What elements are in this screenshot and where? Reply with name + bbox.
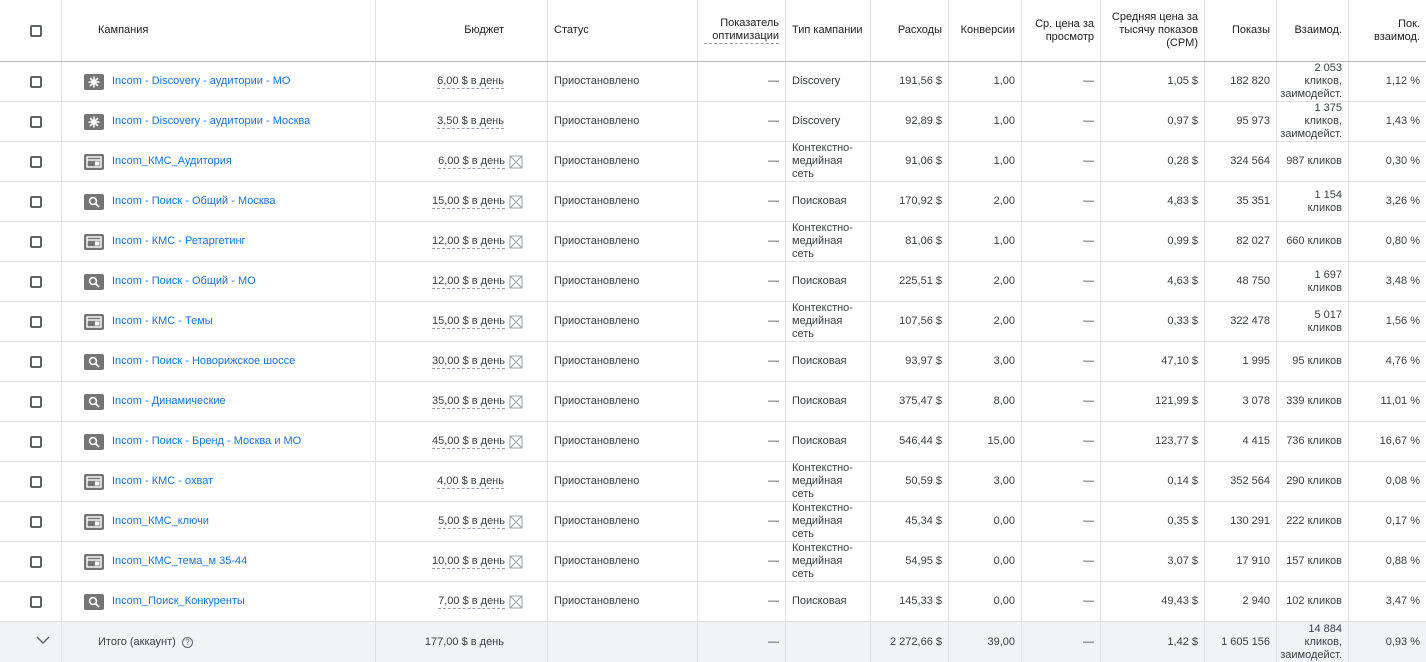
interaction-rate-value: 0,88 % [1385, 555, 1420, 567]
row-select [0, 502, 62, 541]
avg-cpm-value: 0,33 $ [1101, 302, 1205, 341]
row-select [0, 62, 62, 101]
row-checkbox[interactable] [30, 516, 42, 528]
budget-value[interactable]: 15,00 $ в день [432, 314, 505, 327]
cost-value: 54,95 $ [871, 542, 949, 581]
conversions-value: 2,00 [949, 302, 1022, 341]
conversions-value: 2,00 [949, 262, 1022, 301]
campaign-cell [62, 382, 376, 421]
avg-cpv-value: — [1022, 142, 1101, 181]
table-row [0, 142, 1426, 182]
no-image-icon [509, 275, 523, 289]
row-select [0, 582, 62, 621]
status-text: Приостановлено [548, 62, 698, 101]
row-select [0, 382, 62, 421]
budget-value[interactable]: 45,00 $ в день [432, 434, 505, 447]
header-impressions[interactable]: Показы [1205, 0, 1277, 61]
budget-cell [376, 342, 548, 381]
avg-cpv-value: — [1022, 542, 1101, 581]
interaction-rate-value: 1,43 % [1385, 115, 1420, 127]
conversions-value: 3,00 [949, 462, 1022, 501]
conversions-value: 1,00 [949, 222, 1022, 261]
interactions-value: 1 697 кликов [1277, 262, 1349, 301]
status-text: Приостановлено [548, 422, 698, 461]
interactions-value: 1 375 кликов, заимодейст. [1277, 102, 1349, 141]
table-row [0, 182, 1426, 222]
interactions-value: 1 154 кликов [1277, 182, 1349, 221]
campaign-type-value: Контекстно-медийная сеть [786, 462, 871, 501]
conversions-value: 2,00 [949, 182, 1022, 221]
display-campaign-icon [84, 474, 104, 490]
campaign-cell [62, 102, 376, 141]
interactions-value: 736 кликов [1277, 422, 1349, 461]
discovery-campaign-icon [84, 74, 104, 90]
avg-cpv-value: — [1022, 382, 1101, 421]
budget-cell [376, 62, 548, 101]
budget-cell [376, 102, 548, 141]
cost-value: 50,59 $ [871, 462, 949, 501]
campaign-link[interactable]: Incom - Поиск - Общий - МО [112, 275, 256, 287]
campaign-cell [62, 222, 376, 261]
display-campaign-icon [84, 314, 104, 330]
campaign-type-value: Поисковая [786, 262, 871, 301]
avg-cpv-value: — [1022, 222, 1101, 261]
campaign-type-value: Поисковая [786, 582, 871, 621]
table-row [0, 342, 1426, 382]
total-cost: 2 272,66 $ [871, 622, 949, 662]
total-status [548, 622, 698, 662]
total-label: Итого (аккаунт) [98, 635, 176, 648]
interactions-value: 95 кликов [1277, 342, 1349, 381]
table-row [0, 382, 1426, 422]
header-cost[interactable]: Расходы [871, 0, 949, 61]
avg-cpv-value: — [1022, 262, 1101, 301]
avg-cpm-value: 123,77 $ [1101, 422, 1205, 461]
avg-cpm-value: 1,05 $ [1101, 62, 1205, 101]
table-row [0, 62, 1426, 102]
avg-cpm-value: 0,99 $ [1101, 222, 1205, 261]
interactions-value: 157 кликов [1277, 542, 1349, 581]
campaign-link[interactable]: Incom - Discovery - аудитории - МО [112, 75, 291, 87]
search-campaign-icon [84, 394, 104, 410]
status-text: Приостановлено [548, 462, 698, 501]
campaign-type-value: Контекстно-медийная сеть [786, 222, 871, 261]
impressions-value: 352 564 [1205, 462, 1277, 501]
impressions-value: 48 750 [1205, 262, 1277, 301]
campaign-link[interactable]: Incom_Поиск_Конкуренты [112, 595, 245, 607]
campaign-link[interactable]: Incom_КМС_тема_м 35-44 [112, 555, 248, 567]
status-text: Приостановлено [548, 542, 698, 581]
interactions-value: 2 053 кликов, заимодейст. [1277, 62, 1349, 101]
campaign-link[interactable]: Incom - Поиск - Общий - Москва [112, 195, 276, 207]
row-select [0, 182, 62, 221]
header-opt-score[interactable]: Показатель оптимизации [698, 0, 786, 61]
help-icon[interactable]: ? [182, 637, 193, 648]
table-row [0, 462, 1426, 502]
total-avg-cpv: — [1022, 622, 1101, 662]
cost-value: 45,34 $ [871, 502, 949, 541]
search-campaign-icon [84, 434, 104, 450]
row-select [0, 542, 62, 581]
opt-score-value: — [698, 422, 786, 461]
campaign-link[interactable]: Incom_КМС_Аудитория [112, 155, 232, 167]
row-checkbox[interactable] [30, 556, 42, 568]
avg-cpv-value: — [1022, 342, 1101, 381]
impressions-value: 130 291 [1205, 502, 1277, 541]
interaction-rate-value: 4,76 % [1385, 355, 1420, 367]
campaign-link[interactable]: Incom - КМС - Ретаргетинг [112, 235, 246, 247]
campaign-link[interactable]: Incom - Поиск - Новорижское шоссе [112, 355, 296, 367]
table-header [0, 0, 1426, 62]
impressions-value: 322 478 [1205, 302, 1277, 341]
campaign-cell [62, 502, 376, 541]
interaction-rate-value: 16,67 % [1379, 435, 1420, 447]
campaign-link[interactable]: Incom - Динамические [112, 395, 226, 407]
impressions-value: 95 973 [1205, 102, 1277, 141]
avg-cpm-value: 0,97 $ [1101, 102, 1205, 141]
status-text: Приостановлено [548, 222, 698, 261]
conversions-value: 1,00 [949, 142, 1022, 181]
budget-value[interactable]: 3,50 $ в день [437, 114, 504, 127]
no-image-icon [509, 515, 523, 529]
header-interaction-rate[interactable]: Пок. взаимод. [1374, 17, 1420, 43]
campaign-link[interactable]: Incom - КМС - Темы [112, 315, 213, 327]
cost-value: 170,92 $ [871, 182, 949, 221]
interaction-rate-value: 1,56 % [1385, 315, 1420, 327]
opt-score-value: — [698, 262, 786, 301]
total-conversions: 39,00 [949, 622, 1022, 662]
row-checkbox[interactable] [30, 196, 42, 208]
total-expand [0, 622, 62, 662]
status-text: Приостановлено [548, 382, 698, 421]
avg-cpm-value: 49,43 $ [1101, 582, 1205, 621]
campaign-cell [62, 342, 376, 381]
header-select [0, 0, 62, 61]
interactions-value: 102 кликов [1277, 582, 1349, 621]
no-image-icon [509, 355, 523, 369]
row-checkbox[interactable] [30, 276, 42, 288]
cost-value: 145,33 $ [871, 582, 949, 621]
cost-value: 91,06 $ [871, 142, 949, 181]
avg-cpv-value: — [1022, 502, 1101, 541]
cost-value: 546,44 $ [871, 422, 949, 461]
conversions-value: 0,00 [949, 502, 1022, 541]
conversions-value: 1,00 [949, 62, 1022, 101]
impressions-value: 182 820 [1205, 62, 1277, 101]
no-image-icon [509, 435, 523, 449]
interaction-rate-value: 3,26 % [1385, 195, 1420, 207]
campaign-cell [62, 462, 376, 501]
budget-value[interactable]: 12,00 $ в день [432, 274, 505, 287]
row-select [0, 342, 62, 381]
opt-score-value: — [698, 542, 786, 581]
interaction-rate-value: 3,47 % [1385, 595, 1420, 607]
row-checkbox[interactable] [30, 76, 42, 88]
status-text: Приостановлено [548, 502, 698, 541]
opt-score-value: — [698, 302, 786, 341]
status-text: Приостановлено [548, 142, 698, 181]
table-row [0, 102, 1426, 142]
display-campaign-icon [84, 154, 104, 170]
no-image-icon [509, 155, 523, 169]
campaign-type-value: Контекстно-медийная сеть [786, 142, 871, 181]
no-image-icon [509, 555, 523, 569]
status-text: Приостановлено [548, 102, 698, 141]
header-campaign-type[interactable]: Тип кампании [786, 0, 871, 61]
opt-score-value: — [698, 222, 786, 261]
interaction-rate-value: 3,48 % [1385, 275, 1420, 287]
table-row [0, 222, 1426, 262]
no-image-icon [509, 235, 523, 249]
opt-score-value: — [698, 182, 786, 221]
cost-value: 107,56 $ [871, 302, 949, 341]
row-checkbox[interactable] [30, 116, 42, 128]
row-checkbox[interactable] [30, 396, 42, 408]
interaction-rate-value: 11,01 % [1380, 395, 1420, 407]
budget-cell [376, 542, 548, 581]
interaction-rate-value: 1,12 % [1385, 75, 1420, 87]
impressions-value: 3 078 [1205, 382, 1277, 421]
no-image-icon [509, 595, 523, 609]
budget-cell [376, 142, 548, 181]
budget-cell [376, 502, 548, 541]
impressions-value: 35 351 [1205, 182, 1277, 221]
opt-score-value: — [698, 102, 786, 141]
conversions-value: 8,00 [949, 382, 1022, 421]
campaign-cell [62, 582, 376, 621]
budget-cell [376, 382, 548, 421]
budget-value[interactable]: 35,00 $ в день [432, 394, 505, 407]
campaign-type-value: Поисковая [786, 422, 871, 461]
budget-value[interactable]: 10,00 $ в день [432, 554, 505, 567]
header-campaign[interactable]: Кампания [62, 0, 376, 61]
interactions-value: 5 017 кликов [1277, 302, 1349, 341]
status-text: Приостановлено [548, 182, 698, 221]
row-select [0, 102, 62, 141]
status-text: Приостановлено [548, 262, 698, 301]
row-select [0, 302, 62, 341]
avg-cpm-value: 121,99 $ [1101, 382, 1205, 421]
avg-cpv-value: — [1022, 302, 1101, 341]
interaction-rate-value: 0,80 % [1385, 235, 1420, 247]
cost-value: 375,47 $ [871, 382, 949, 421]
row-select [0, 262, 62, 301]
campaign-type-value: Поисковая [786, 342, 871, 381]
header-budget[interactable]: Бюджет [376, 0, 548, 61]
conversions-value: 15,00 [949, 422, 1022, 461]
campaign-cell [62, 262, 376, 301]
conversions-value: 3,00 [949, 342, 1022, 381]
opt-score-value: — [698, 502, 786, 541]
cost-value: 92,89 $ [871, 102, 949, 141]
avg-cpm-value: 4,83 $ [1101, 182, 1205, 221]
display-campaign-icon [84, 234, 104, 250]
campaign-type-value: Discovery [786, 102, 871, 141]
cost-value: 81,06 $ [871, 222, 949, 261]
campaign-type-value: Контекстно-медийная сеть [786, 502, 871, 541]
status-text: Приостановлено [548, 342, 698, 381]
budget-cell [376, 262, 548, 301]
interactions-value: 987 кликов [1277, 142, 1349, 181]
budget-cell [376, 302, 548, 341]
conversions-value: 0,00 [949, 582, 1022, 621]
opt-score-value: — [698, 582, 786, 621]
campaign-link[interactable]: Incom_КМС_ключи [112, 515, 209, 527]
budget-value[interactable]: 6,00 $ в день [438, 154, 505, 167]
table-row [0, 502, 1426, 542]
row-select [0, 222, 62, 261]
cost-value: 225,51 $ [871, 262, 949, 301]
opt-score-value: — [698, 62, 786, 101]
total-interactions: 14 884 кликов, заимодейст. [1277, 622, 1349, 662]
header-interactions[interactable]: Взаимод. [1277, 0, 1349, 61]
budget-cell [376, 422, 548, 461]
budget-cell [376, 582, 548, 621]
chevron-down-icon[interactable] [6, 635, 50, 649]
campaign-type-value: Поисковая [786, 182, 871, 221]
row-checkbox[interactable] [30, 236, 42, 248]
header-avg-cpv[interactable]: Ср. цена за просмотр [1022, 0, 1101, 61]
avg-cpm-value: 47,10 $ [1101, 342, 1205, 381]
total-avg-cpm: 1,42 $ [1101, 622, 1205, 662]
status-text: Приостановлено [548, 302, 698, 341]
campaign-type-value: Discovery [786, 62, 871, 101]
budget-value[interactable]: 4,00 $ в день [437, 474, 504, 487]
search-campaign-icon [84, 594, 104, 610]
impressions-value: 4 415 [1205, 422, 1277, 461]
budget-cell [376, 462, 548, 501]
opt-score-value: — [698, 342, 786, 381]
avg-cpv-value: — [1022, 422, 1101, 461]
header-status[interactable]: Статус [548, 0, 698, 61]
impressions-value: 2 940 [1205, 582, 1277, 621]
campaign-cell [62, 422, 376, 461]
total-label-cell [62, 622, 376, 662]
conversions-value: 1,00 [949, 102, 1022, 141]
campaign-cell [62, 542, 376, 581]
avg-cpm-value: 0,28 $ [1101, 142, 1205, 181]
search-campaign-icon [84, 354, 104, 370]
display-campaign-icon [84, 514, 104, 530]
interaction-rate-value: 0,17 % [1385, 515, 1420, 527]
impressions-value: 1 995 [1205, 342, 1277, 381]
campaign-cell [62, 302, 376, 341]
impressions-value: 324 564 [1205, 142, 1277, 181]
cost-value: 93,97 $ [871, 342, 949, 381]
table-row [0, 262, 1426, 302]
row-checkbox[interactable] [30, 476, 42, 488]
budget-value[interactable]: 7,00 $ в день [438, 594, 505, 607]
campaign-cell [62, 62, 376, 101]
impressions-value: 17 910 [1205, 542, 1277, 581]
avg-cpv-value: — [1022, 462, 1101, 501]
row-select [0, 142, 62, 181]
budget-value[interactable]: 30,00 $ в день [432, 354, 505, 367]
display-campaign-icon [84, 554, 104, 570]
opt-score-value: — [698, 142, 786, 181]
no-image-icon [509, 195, 523, 209]
row-checkbox[interactable] [30, 436, 42, 448]
opt-score-value: — [698, 382, 786, 421]
total-opt-score: — [698, 622, 786, 662]
search-campaign-icon [84, 274, 104, 290]
interactions-value: 339 кликов [1277, 382, 1349, 421]
avg-cpm-value: 0,14 $ [1101, 462, 1205, 501]
total-row [0, 622, 1426, 662]
avg-cpm-value: 4,63 $ [1101, 262, 1205, 301]
interactions-value: 222 кликов [1277, 502, 1349, 541]
table-row [0, 302, 1426, 342]
budget-cell [376, 222, 548, 261]
total-campaign-type [786, 622, 871, 662]
interactions-value: 660 кликов [1277, 222, 1349, 261]
campaign-link[interactable]: Incom - Discovery - аудитории - Москва [112, 115, 311, 127]
status-text: Приостановлено [548, 582, 698, 621]
row-checkbox[interactable] [30, 596, 42, 608]
no-image-icon [509, 395, 523, 409]
avg-cpm-value: 3,07 $ [1101, 542, 1205, 581]
avg-cpv-value: — [1022, 582, 1101, 621]
budget-value[interactable]: 12,00 $ в день [432, 234, 505, 247]
row-checkbox[interactable] [30, 316, 42, 328]
row-checkbox[interactable] [30, 356, 42, 368]
campaign-type-value: Поисковая [786, 382, 871, 421]
campaign-link[interactable]: Incom - КМС - охват [112, 475, 214, 487]
impressions-value: 82 027 [1205, 222, 1277, 261]
campaign-type-value: Контекстно-медийная сеть [786, 542, 871, 581]
discovery-campaign-icon [84, 114, 104, 130]
interactions-value: 290 кликов [1277, 462, 1349, 501]
budget-value[interactable]: 5,00 $ в день [438, 514, 505, 527]
campaign-type-value: Контекстно-медийная сеть [786, 302, 871, 341]
table-row [0, 582, 1426, 622]
avg-cpv-value: — [1022, 182, 1101, 221]
select-all-checkbox[interactable] [30, 25, 42, 37]
interaction-rate-value: 0,30 % [1385, 155, 1420, 167]
header-conversions[interactable]: Конверсии [949, 0, 1022, 61]
avg-cpv-value: — [1022, 102, 1101, 141]
no-image-icon [509, 315, 523, 329]
campaign-link[interactable]: Incom - Поиск - Бренд - Москва и МО [112, 435, 302, 447]
row-select [0, 462, 62, 501]
conversions-value: 0,00 [949, 542, 1022, 581]
interaction-rate-value: 0,08 % [1385, 475, 1420, 487]
table-row [0, 542, 1426, 582]
budget-cell [376, 182, 548, 221]
cost-value: 191,56 $ [871, 62, 949, 101]
row-select [0, 422, 62, 461]
avg-cpv-value: — [1022, 62, 1101, 101]
total-budget: 177,00 $ в день [376, 622, 548, 662]
row-checkbox[interactable] [30, 156, 42, 168]
budget-value[interactable]: 15,00 $ в день [432, 194, 505, 207]
opt-score-value: — [698, 462, 786, 501]
header-avg-cpm[interactable]: Средняя цена за тысячу показов (CPM) [1101, 0, 1205, 61]
avg-cpm-value: 0,35 $ [1101, 502, 1205, 541]
total-interaction-rate: 0,93 % [1385, 635, 1420, 648]
campaign-cell [62, 142, 376, 181]
budget-value[interactable]: 6,00 $ в день [437, 74, 504, 87]
table-row [0, 422, 1426, 462]
total-impressions: 1 605 156 [1205, 622, 1277, 662]
campaign-cell [62, 182, 376, 221]
search-campaign-icon [84, 194, 104, 210]
